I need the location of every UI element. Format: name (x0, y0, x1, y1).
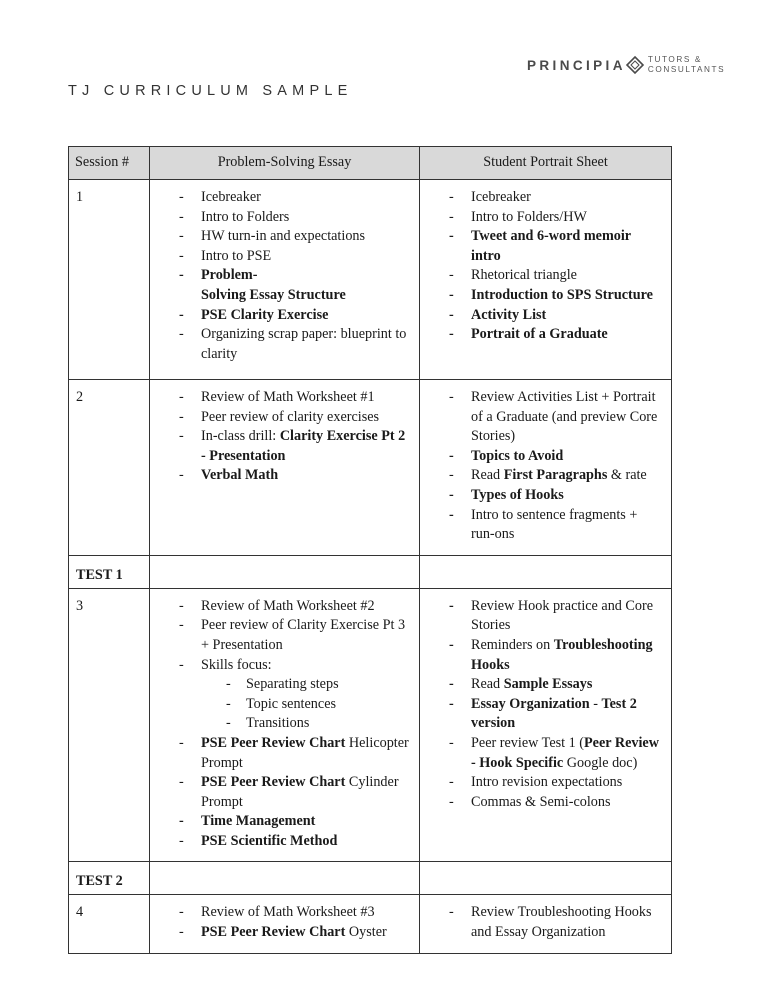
student-portrait-sheet-cell (420, 862, 672, 895)
brand-tagline (648, 55, 725, 75)
list-item-text: Intro to Folders/HW (471, 208, 587, 225)
topic-list (150, 903, 411, 942)
list-item (150, 306, 411, 326)
list-item (150, 286, 411, 306)
session-row (69, 588, 672, 862)
list-item-text: Topics to Avoid (471, 447, 564, 464)
list-item-text: Time Management (201, 813, 316, 830)
session-row (69, 380, 672, 556)
test-row (69, 862, 672, 895)
header-student-portrait-sheet: Student Portrait Sheet (420, 147, 672, 180)
list-item (420, 266, 663, 286)
list-item (420, 695, 663, 734)
list-item (420, 286, 663, 306)
list-item (420, 773, 663, 793)
list-item (150, 427, 411, 466)
list-item-text: PSE Peer Review Chart (201, 734, 346, 751)
list-item (150, 227, 411, 247)
list-item-text: Commas & Semi-colons (471, 793, 611, 810)
topic-list (420, 388, 663, 545)
list-item-text: Types of Hooks (471, 486, 564, 503)
list-item (420, 675, 663, 695)
curriculum-table (68, 146, 672, 954)
list-item (420, 486, 663, 506)
list-item-text: Intro to Folders (201, 208, 290, 225)
table-header-row (69, 147, 672, 180)
problem-solving-essay-cell (150, 180, 420, 380)
list-item-text: Peer review of Clarity Exercise Pt 3 + Presentation (201, 617, 406, 653)
test-row (69, 555, 672, 588)
list-item-text: Sample Essays (503, 676, 593, 693)
session-number: 3 (69, 588, 150, 862)
list-item (150, 812, 411, 832)
list-item-text: Cylinder Prompt (201, 774, 399, 810)
principia-logo (527, 48, 725, 82)
list-item-text: Verbal Math (201, 467, 279, 484)
list-item-text: HW turn-in and expectations (201, 228, 366, 245)
problem-solving-essay-cell (150, 555, 420, 588)
session-number: 1 (69, 180, 150, 380)
list-item (150, 616, 411, 655)
list-item-text: Icebreaker (471, 189, 531, 205)
problem-solving-essay-cell (150, 588, 420, 862)
list-item-text: Read (471, 467, 504, 484)
list-item-text: Intro to sentence fragments + run-ons (471, 506, 638, 543)
list-item-text: Activity List (471, 306, 547, 323)
list-item (420, 388, 663, 447)
list-item-text: Peer review Test 1 ( (471, 734, 584, 751)
session-row (69, 180, 672, 380)
list-item (150, 466, 411, 486)
list-item-text: Helicopter Prompt (201, 734, 409, 771)
list-item-text: Oyster (345, 924, 387, 941)
list-item-text: Review Activities List + Portrait of a Graduate (and preview Core Stories) (471, 389, 658, 445)
session-row (69, 895, 672, 953)
list-item-text: & rate (607, 467, 647, 484)
list-item (150, 714, 411, 734)
list-item (150, 247, 411, 267)
list-item-text: Reminders on (471, 636, 554, 653)
student-portrait-sheet-cell (420, 380, 672, 556)
list-item (150, 695, 411, 715)
topic-list (150, 188, 411, 364)
list-item-text: PSE Scientific Method (201, 832, 338, 849)
list-item-text: PSE Clarity Exercise (201, 306, 329, 323)
brand-tagline-line-1: TUTORS & (647, 55, 702, 64)
list-item (420, 734, 663, 773)
list-item-text: Transitions (246, 715, 310, 732)
list-item-text: Intro to PSE (201, 247, 272, 264)
list-item-text: Intro revision expectations (471, 774, 623, 791)
list-item (420, 325, 663, 345)
topic-list (150, 597, 411, 852)
list-item-text: Review of Math Worksheet #3 (201, 904, 375, 921)
list-item-text: Introduction to SPS Structure (471, 286, 653, 303)
problem-solving-essay-cell (150, 862, 420, 895)
list-item-text: Review of Math Worksheet #1 (201, 389, 375, 405)
header-problem-solving-essay: Problem-Solving Essay (150, 147, 420, 180)
list-item-text: In-class drill: (201, 428, 280, 445)
list-item-text: PSE Peer Review Chart (201, 924, 346, 941)
list-item (150, 188, 411, 208)
list-item (150, 266, 411, 286)
list-item (420, 636, 663, 675)
topic-list (150, 388, 411, 486)
list-item (420, 447, 663, 467)
list-item (150, 773, 411, 812)
student-portrait-sheet-cell (420, 895, 672, 953)
topic-list (420, 903, 663, 942)
session-number: TEST 2 (69, 862, 150, 895)
list-item-text: - (589, 695, 602, 712)
list-item-text: Peer Review - Hook Specific (471, 734, 659, 771)
list-item-text: Topic sentences (246, 695, 337, 712)
list-item-text: Solving Essay Structure (201, 286, 346, 303)
list-item (420, 597, 663, 636)
list-item-text: Portrait of a Graduate (471, 326, 608, 343)
list-item (150, 208, 411, 228)
list-item-text: Essay Organization (471, 695, 590, 712)
list-item-text: Google doc) (563, 754, 638, 771)
list-item (420, 306, 663, 326)
document-title: TJ CURRICULUM SAMPLE (68, 83, 353, 99)
list-item (150, 388, 411, 408)
list-item (150, 597, 411, 617)
list-item-text: Rhetorical triangle (471, 267, 577, 284)
diamond-logo-icon (625, 55, 645, 75)
topic-list (420, 188, 663, 345)
list-item (150, 923, 411, 943)
list-item-text: Review of Math Worksheet #2 (201, 597, 375, 614)
list-item-text: Skills focus: (201, 656, 272, 673)
list-item-text: First Paragraphs (503, 467, 608, 484)
list-item-text: PSE Peer Review Chart (201, 774, 346, 791)
brand-name: PRINCIPIA (527, 57, 626, 73)
list-item-text: Read (471, 676, 504, 693)
list-item-text: Review Troubleshooting Hooks and Essay Organization (471, 904, 652, 941)
list-item (420, 506, 663, 545)
student-portrait-sheet-cell (420, 588, 672, 862)
list-item-text: Problem- (201, 267, 258, 284)
list-item (150, 408, 411, 428)
list-item (150, 325, 411, 364)
session-number: TEST 1 (69, 555, 150, 588)
header-session: Session # (69, 147, 150, 180)
list-item (150, 734, 411, 773)
list-item-text: Troubleshooting Hooks (471, 636, 653, 673)
list-item-text: Separating steps (246, 676, 339, 693)
list-item-text: Review Hook practice and Core Stories (471, 597, 654, 634)
list-item (150, 656, 411, 676)
list-item (420, 466, 663, 486)
problem-solving-essay-cell (150, 380, 420, 556)
list-item-text: Test 2 version (471, 695, 637, 732)
list-item (420, 793, 663, 813)
student-portrait-sheet-cell (420, 180, 672, 380)
problem-solving-essay-cell (150, 895, 420, 953)
list-item (150, 675, 411, 695)
list-item (150, 832, 411, 852)
list-item-text: Icebreaker (201, 189, 261, 205)
list-item-text: Clarity Exercise Pt 2 - Presentation (201, 428, 406, 464)
list-item-text: Organizing scrap paper: blueprint to clarity (201, 326, 407, 362)
list-item (420, 903, 663, 942)
list-item-text: Peer review of clarity exercises (201, 408, 380, 425)
session-number: 4 (69, 895, 150, 953)
topic-list (420, 597, 663, 813)
list-item-text: Tweet and 6-word memoir intro (471, 228, 631, 264)
list-item (420, 208, 663, 228)
list-item (150, 903, 411, 923)
session-number: 2 (69, 380, 150, 556)
student-portrait-sheet-cell (420, 555, 672, 588)
brand-tagline-line-2: CONSULTANTS (647, 65, 726, 74)
list-item (420, 188, 663, 208)
list-item (420, 227, 663, 266)
